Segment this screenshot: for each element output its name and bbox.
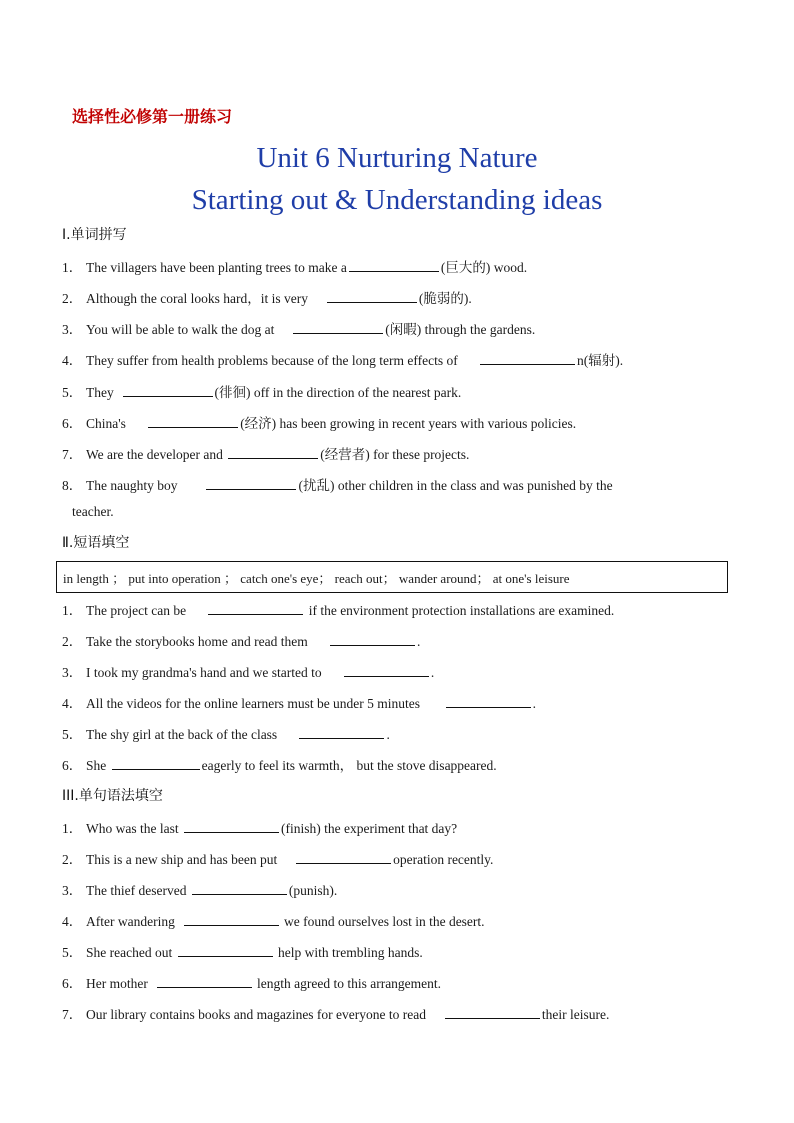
item-text-after: help with trembling hands.: [277, 945, 423, 960]
item-number: 8．: [62, 478, 83, 493]
item-number: 4．: [62, 914, 83, 929]
item-text-after: operation recently.: [393, 852, 494, 867]
exercise-item: [62, 412, 576, 432]
item-text-before: She: [86, 758, 107, 773]
item-text-before: You will be able to walk the dog at: [86, 322, 275, 337]
item-number: 2．: [62, 852, 83, 867]
item-text-after: (脆弱的).: [418, 291, 472, 306]
answer-blank[interactable]: [299, 724, 384, 739]
exercise-item: [62, 381, 461, 401]
answer-blank[interactable]: [349, 257, 439, 272]
item-text-after: (闲暇) through the gardens.: [385, 322, 536, 337]
item-number: 2．: [62, 634, 83, 649]
item-text-after: length agreed to this arrangement.: [256, 976, 442, 991]
item-text-before: I took my grandma's hand and we started to: [86, 665, 322, 680]
exercise-item: [62, 879, 337, 899]
item-number: 1．: [62, 603, 83, 618]
item-text-after: (punish).: [288, 883, 338, 898]
exercise-item: [62, 256, 527, 276]
item-text-after: (经济) has been growing in recent years with various policies.: [240, 416, 577, 431]
answer-blank[interactable]: [184, 818, 279, 833]
exercise-item: [62, 443, 469, 463]
answer-blank[interactable]: [184, 911, 279, 926]
item-number: 4．: [62, 353, 83, 368]
item-text-after: (经营者) for these projects.: [320, 447, 470, 462]
item-text-before: They: [86, 385, 114, 400]
item-text-before: Take the storybooks home and read them: [86, 634, 308, 649]
item-text-after: if the environment protection installations are examined.: [308, 603, 615, 618]
item-text-before: The thief deserved: [86, 883, 187, 898]
exercise-item: [62, 910, 485, 930]
item-number: 6．: [62, 758, 83, 773]
item-text-before: After wandering: [86, 914, 175, 929]
item-text-before: Who was the last: [86, 821, 179, 836]
answer-blank[interactable]: [178, 942, 273, 957]
answer-blank[interactable]: [192, 880, 287, 895]
exercise-item: [62, 318, 535, 338]
item-number: 7．: [62, 1007, 83, 1022]
item-number: 6．: [62, 416, 83, 431]
exercise-item: [62, 287, 472, 307]
item-text-after: .: [386, 727, 390, 742]
exercise-item: [62, 692, 536, 712]
answer-blank[interactable]: [123, 382, 213, 397]
answer-blank[interactable]: [296, 849, 391, 864]
item-number: 3．: [62, 665, 83, 680]
item-number: 2．: [62, 291, 83, 306]
answer-blank[interactable]: [148, 413, 238, 428]
item-text-before: The villagers have been planting trees to make a: [86, 260, 347, 275]
item-text-before: We are the developer and: [86, 447, 223, 462]
answer-blank[interactable]: [157, 973, 252, 988]
answer-blank[interactable]: [327, 288, 417, 303]
item-text-after: (徘徊) off in the direction of the nearest park.: [214, 385, 462, 400]
item-text-before: The project can be: [86, 603, 187, 618]
exercise-item: [62, 754, 497, 774]
answer-blank[interactable]: [228, 444, 318, 459]
answer-blank[interactable]: [344, 662, 429, 677]
answer-blank[interactable]: [445, 1004, 540, 1019]
item-number: 3．: [62, 883, 83, 898]
item-text-after: we found ourselves lost in the desert.: [283, 914, 485, 929]
item-text-after: (finish) the experiment that day?: [280, 821, 458, 836]
item-text-before: China's: [86, 416, 126, 431]
item-text-before: The shy girl at the back of the class: [86, 727, 278, 742]
item-number: 4．: [62, 696, 83, 711]
item-text-before: Our library contains books and magazines for everyone to read: [86, 1007, 427, 1022]
answer-blank[interactable]: [480, 350, 575, 365]
exercise-item: [62, 349, 623, 369]
item-text-after: (巨大的) wood.: [440, 260, 528, 275]
header-label: 选择性必修第一册练习: [72, 107, 233, 126]
exercise-item: [62, 1003, 609, 1023]
answer-blank[interactable]: [330, 631, 415, 646]
exercise-item: [62, 817, 457, 837]
answer-blank[interactable]: [206, 475, 296, 490]
item-number: 5．: [62, 945, 83, 960]
page-title: Unit 6 Nurturing Nature: [256, 142, 538, 174]
item-text-before: The naughty boy: [86, 478, 178, 493]
item-text-after: .: [532, 696, 537, 711]
item-text-before: All the videos for the online learners must be under 5 minutes: [86, 696, 421, 711]
item-number: 5．: [62, 727, 83, 742]
item-text-before: This is a new ship and has been put: [86, 852, 278, 867]
item-text-before: Although the coral looks hard，it is very: [86, 291, 308, 306]
item-number: 1．: [62, 821, 83, 836]
item-text-after: their leisure.: [541, 1007, 610, 1022]
item-number: 6．: [62, 976, 83, 991]
answer-blank[interactable]: [446, 693, 531, 708]
item-text-before: They suffer from health problems because of the long term effects of: [86, 353, 458, 368]
item-continuation: teacher.: [72, 504, 114, 519]
item-text-after: n(辐射).: [577, 353, 624, 368]
page-subtitle: Starting out & Understanding ideas: [191, 184, 603, 216]
answer-blank[interactable]: [293, 319, 383, 334]
section-heading-grammar-fill: III.单句语法填空: [62, 788, 163, 804]
item-number: 5．: [62, 385, 83, 400]
exercise-item: [62, 848, 493, 868]
exercise-item: [62, 972, 441, 992]
item-text-before: She reached out: [86, 945, 173, 960]
phrase-bank: in length ； put into operation ； catch one's eye； reach out； wander around； at one's leisure: [56, 561, 728, 593]
exercise-item: [62, 661, 434, 681]
exercise-item: [62, 941, 423, 961]
item-text-after: (扰乱) other children in the class and was punished by the: [298, 478, 613, 493]
item-text-before: Her mother: [86, 976, 148, 991]
exercise-item: [62, 723, 390, 743]
item-text-after: .: [430, 665, 435, 680]
item-number: 1．: [62, 260, 83, 275]
answer-blank[interactable]: [208, 600, 303, 615]
exercise-item: [62, 599, 614, 619]
exercise-item: [62, 630, 420, 650]
answer-blank[interactable]: [112, 755, 200, 770]
item-number: 3．: [62, 322, 83, 337]
section-heading-phrase-fill: Ⅱ.短语填空: [62, 535, 130, 551]
item-number: 7．: [62, 447, 83, 462]
section-heading-word-spelling: Ⅰ.单词拼写: [62, 227, 127, 243]
item-text-after: eagerly to feel its warmth， but the stove disappeared.: [201, 758, 497, 773]
exercise-item: [62, 474, 613, 494]
item-text-after: .: [417, 634, 421, 649]
